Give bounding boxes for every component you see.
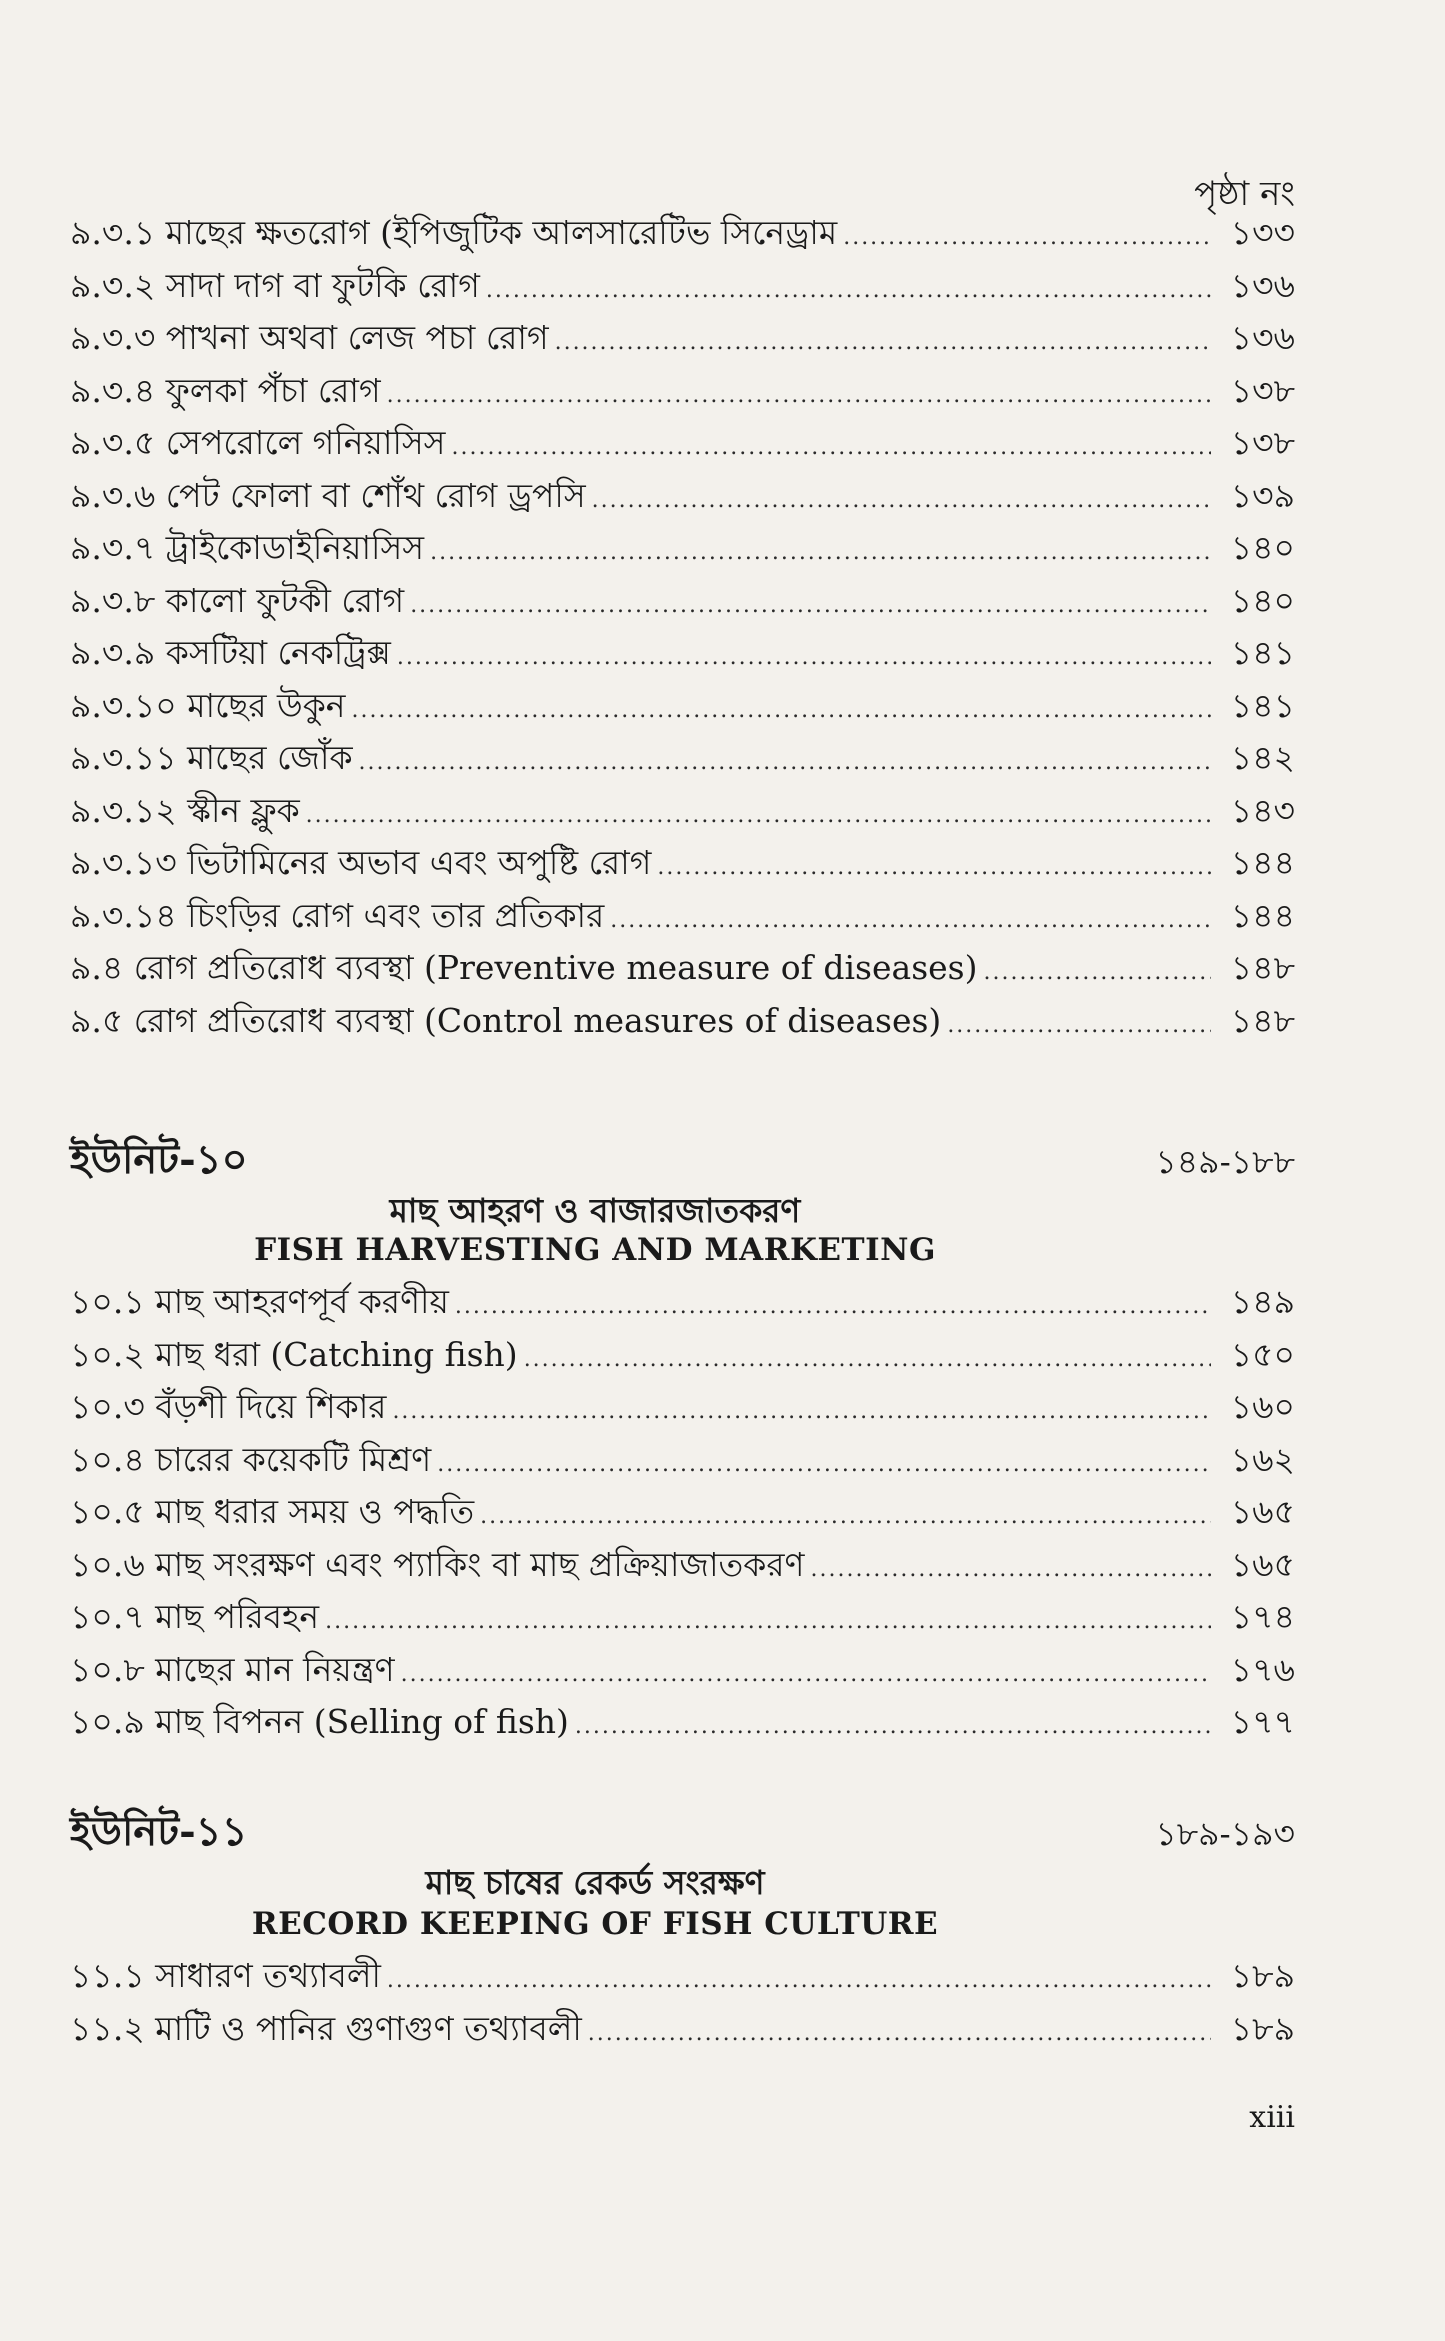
toc-row: ১০.৭ মাছ পরিবহন ..... ১৭৪: [70, 1591, 1295, 1644]
toc-row: ৯.৪ রোগ প্রতিরোধ ব্যবস্থা (Preventive measure of diseases) ..... ১৪৮: [70, 942, 1295, 995]
toc-section-9: [70, 207, 1295, 1047]
toc-row: ৯.৩.৩ পাখনা অথবা লেজ পচা রোগ ..... ১৩৬: [70, 312, 1295, 365]
toc-row: ১০.৫ মাছ ধরার সময় ও পদ্ধতি ..... ১৬৫: [70, 1486, 1295, 1539]
unit-10-label: ইউনিট-১০: [70, 1136, 248, 1183]
unit-11-label: ইউনিট-১১: [70, 1808, 248, 1855]
toc-row: ১০.১ মাছ আহরণপূর্ব করণীয় ..... ১৪৯: [70, 1276, 1295, 1329]
unit-11-title-en: RECORD KEEPING OF FISH CULTURE: [251, 1906, 939, 1942]
toc-row: ১০.৪ চারের কয়েকটি মিশ্রণ ..... ১৬২: [70, 1434, 1295, 1487]
toc-row: ৯.৩.১৩ ভিটামিনের অভাব এবং অপুষ্টি রোগ ..... ১৪৪: [70, 837, 1295, 890]
toc-row: ৯.৩.৯ কসটিয়া নেকট্রিক্স ..... ১৪১: [70, 627, 1295, 680]
unit-10-page-range: ১৪৯-১৮৮: [1155, 1142, 1295, 1181]
unit-10-title-bn: মাছ আহরণ ও বাজারজাতকরণ: [389, 1191, 801, 1230]
toc-row: ৯.৫ রোগ প্রতিরোধ ব্যবস্থা (Control measures of diseases) ..... ১৪৮: [70, 995, 1295, 1048]
unit-11-title-bn: মাছ চাষের রেকর্ড সংরক্ষণ: [425, 1863, 765, 1902]
toc-row: ৯.৩.১০ মাছের উকুন ..... ১৪১: [70, 680, 1295, 733]
toc-row: ৯.৩.৫ সেপরোলে গনিয়াসিস ..... ১৩৮: [70, 417, 1295, 470]
toc-row: ৯.৩.১ মাছের ক্ষতরোগ (ইপিজুটিক আলসারেটিভ সিনেড্রাম ..... ১৩৩: [70, 207, 1295, 260]
toc-row: ৯.৩.১২ স্কীন ফ্লুক ..... ১৪৩: [70, 785, 1295, 838]
toc-row: ৯.৩.২ সাদা দাগ বা ফুটকি রোগ ..... ১৩৬: [70, 260, 1295, 313]
toc-row: ৯.৩.১৪ চিংড়ির রোগ এবং তার প্রতিকার ..... ১৪৪: [70, 890, 1295, 943]
toc-row: ৯.৩.৪ ফুলকা পঁচা রোগ ..... ১৩৮: [70, 365, 1295, 418]
toc-row: ৯.৩.৮ কালো ফুটকী রোগ ..... ১৪০: [70, 575, 1295, 628]
toc-row: ১১.১ সাধারণ তথ্যাবলী ..... ১৮৯: [70, 1950, 1295, 2003]
page-column-header: পৃষ্ঠা নং: [1194, 174, 1295, 214]
toc-section-10: [70, 1276, 1295, 1749]
unit-11-page-range: ১৮৯-১৯৩: [1155, 1814, 1295, 1853]
toc-section-11: [70, 1950, 1295, 2055]
toc-row: ৯.৩.৭ ট্রাইকোডাইনিয়াসিস ..... ১৪০: [70, 522, 1295, 575]
toc-row: ১০.৯ মাছ বিপনন (Selling of fish) ..... ১৭৭: [70, 1696, 1295, 1749]
toc-row: ৯.৩.৬ পেট ফোলা বা শোঁথ রোগ ড্রপসি ..... ১৩৯: [70, 470, 1295, 523]
toc-row: ১০.৮ মাছের মান নিয়ন্ত্রণ ..... ১৭৬: [70, 1644, 1295, 1697]
toc-row: ১১.২ মাটি ও পানির গুণাগুণ তথ্যাবলী ..... ১৮৯: [70, 2003, 1295, 2056]
toc-row: ১০.৩ বঁড়শী দিয়ে শিকার ..... ১৬০: [70, 1381, 1295, 1434]
toc-row: ৯.৩.১১ মাছের জোঁক ..... ১৪২: [70, 732, 1295, 785]
toc-row: ১০.২ মাছ ধরা (Catching fish) ..... ১৫০: [70, 1329, 1295, 1382]
unit-10-title-en: FISH HARVESTING AND MARKETING: [254, 1232, 936, 1268]
page-number: xiii: [1249, 2100, 1295, 2135]
toc-row: ১০.৬ মাছ সংরক্ষণ এবং প্যাকিং বা মাছ প্রক্রিয়াজাতকরণ ..... ১৬৫: [70, 1539, 1295, 1592]
